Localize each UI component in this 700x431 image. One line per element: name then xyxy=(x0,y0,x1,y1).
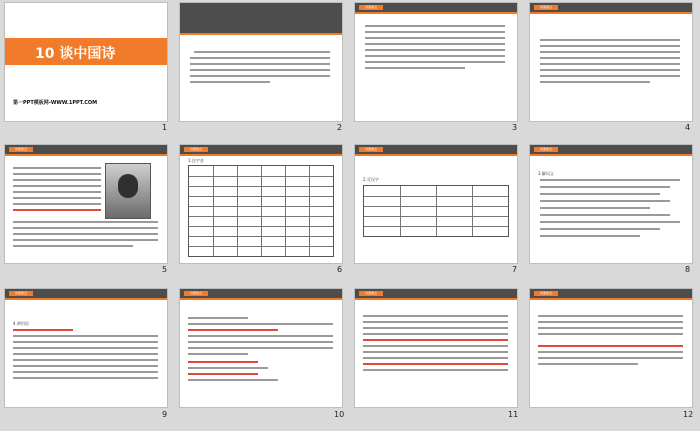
section-tag: 讲课重点 xyxy=(9,147,33,152)
section-label: 2.写汉字 xyxy=(363,177,379,182)
hanzi-table xyxy=(363,185,509,237)
slide-thumbnail-3[interactable] xyxy=(355,3,517,121)
section-label: 1.注字音 xyxy=(188,158,204,163)
slide-number-10: 10 xyxy=(334,410,345,419)
section-label: 3.解词义 xyxy=(538,171,554,176)
slide-number-11: 11 xyxy=(508,410,519,419)
section-tag: 讲课重点 xyxy=(534,5,558,10)
slide-thumbnail-10[interactable] xyxy=(180,289,342,407)
section-tag: 讲课重点 xyxy=(9,291,33,296)
slide-number-6: 6 xyxy=(337,265,343,274)
slide-subtitle: 第一PPT模板网-WWW.1PPT.COM xyxy=(13,100,98,106)
section-tag: 讲课重点 xyxy=(359,291,383,296)
section-tag: 讲课重点 xyxy=(359,147,383,152)
slide-number-12: 12 xyxy=(683,410,694,419)
author-photo xyxy=(105,163,151,219)
slide-title: 10 谈中国诗 xyxy=(35,46,116,62)
slide-thumbnail-4[interactable] xyxy=(530,3,692,121)
section-label: 4.辨用语 xyxy=(13,321,29,326)
slide-thumbnail-8[interactable] xyxy=(530,145,692,263)
slide-thumbnail-9[interactable] xyxy=(5,289,167,407)
section-tag: 讲课重点 xyxy=(184,291,208,296)
slide-thumbnail-6[interactable] xyxy=(180,145,342,263)
section-tag: 讲课重点 xyxy=(534,291,558,296)
slide-thumbnail-2[interactable] xyxy=(180,3,342,121)
slide-number-5: 5 xyxy=(162,265,168,274)
slide-number-1: 1 xyxy=(162,123,168,132)
header-band xyxy=(180,3,342,33)
slide-number-4: 4 xyxy=(685,123,691,132)
slide-thumbnail-1[interactable] xyxy=(5,3,167,121)
section-tag: 讲课重点 xyxy=(534,147,558,152)
slide-number-2: 2 xyxy=(337,123,343,132)
slide-number-9: 9 xyxy=(162,410,168,419)
slide-number-3: 3 xyxy=(512,123,518,132)
slide-number-7: 7 xyxy=(512,265,518,274)
slide-thumbnail-5[interactable] xyxy=(5,145,167,263)
section-tag: 讲课重点 xyxy=(184,147,208,152)
slide-thumbnail-7[interactable] xyxy=(355,145,517,263)
pinyin-table xyxy=(188,165,334,257)
slide-thumbnail-11[interactable] xyxy=(355,289,517,407)
accent-stripe xyxy=(180,33,342,35)
slide-number-8: 8 xyxy=(685,265,691,274)
section-tag: 讲课重点 xyxy=(359,5,383,10)
slide-thumbnail-12[interactable] xyxy=(530,289,692,407)
